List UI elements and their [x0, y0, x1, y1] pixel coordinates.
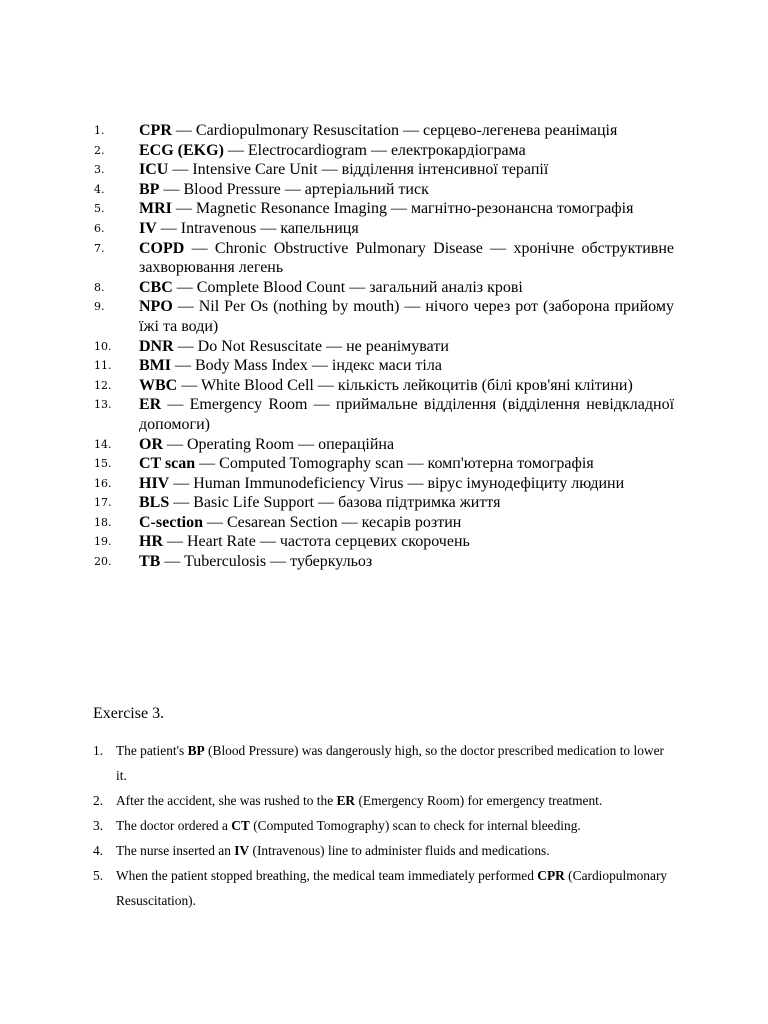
item-number: 18.: [94, 515, 112, 529]
separator: —: [184, 239, 215, 257]
term-english: Tuberculosis: [184, 553, 267, 571]
glossary-item: [0, 356, 768, 376]
separator: —: [345, 278, 370, 296]
term-abbreviation: OR: [139, 435, 163, 453]
separator: —: [177, 376, 201, 394]
separator: —: [156, 219, 181, 237]
exercise-list: [0, 738, 768, 913]
exercise-item: [0, 813, 768, 838]
item-number: 5.: [94, 202, 105, 216]
term-ukrainian: туберкульоз: [290, 553, 373, 571]
separator: —: [403, 455, 428, 473]
separator: —: [366, 141, 391, 159]
separator: —: [256, 219, 281, 237]
term-ukrainian: вірус імунодефіциту людини: [427, 474, 625, 492]
item-number: 14.: [94, 437, 112, 451]
separator: —: [195, 455, 220, 473]
term-abbreviation: HR: [139, 533, 163, 551]
item-number: 6.: [94, 221, 105, 235]
separator: —: [399, 298, 426, 316]
term-english: Do Not Resuscitate: [197, 337, 323, 355]
item-number: 16.: [94, 476, 112, 490]
glossary-item: [0, 552, 768, 572]
separator: —: [171, 122, 196, 139]
separator: —: [172, 298, 199, 316]
term-english: Heart Rate: [187, 533, 256, 551]
term-english: Cardiopulmonary Resuscitation: [195, 122, 399, 139]
sentence-start: When the patient stopped breathing, the medical team immediately performed: [116, 868, 538, 883]
sentence-start: The nurse inserted an: [116, 843, 235, 858]
term-ukrainian: операційна: [318, 435, 395, 453]
glossary-item: [0, 474, 768, 494]
separator: —: [169, 494, 194, 512]
term-abbreviation: WBC: [139, 376, 178, 394]
separator: —: [169, 474, 194, 492]
term-ukrainian: індекс маси тіла: [331, 357, 442, 375]
sentence-start: The patient's: [116, 743, 188, 758]
sentence-term: CT: [231, 818, 250, 833]
term-english: Magnetic Resonance Imaging: [195, 200, 387, 218]
term-english: Basic Life Support: [193, 494, 315, 512]
term-abbreviation: NPO: [139, 298, 173, 316]
glossary-item: [0, 454, 768, 474]
term-english: Body Mass Index: [195, 357, 308, 375]
term-ukrainian: кількість лейкоцитів (білі кров'яні клітини): [337, 376, 633, 394]
item-number: 4.: [93, 843, 104, 858]
term-english: Cesarean Section: [226, 513, 338, 531]
glossary-item: [0, 121, 768, 141]
term-abbreviation: ECG (EKG): [139, 141, 224, 159]
glossary-item: [0, 435, 768, 455]
separator: —: [159, 180, 184, 198]
term-english: Electrocardiogram: [247, 141, 367, 159]
term-english: Nil Per Os (nothing by mouth): [198, 298, 400, 316]
item-number: 12.: [94, 378, 112, 392]
separator: —: [322, 337, 347, 355]
item-number: 19.: [94, 535, 112, 549]
glossary-item: [0, 219, 768, 239]
exercise-heading: Exercise 3.: [93, 705, 165, 722]
term-ukrainian: комп'ютерна томографія: [427, 455, 594, 473]
term-abbreviation: C-section: [139, 513, 203, 531]
term-english: White Blood Cell: [200, 376, 314, 394]
glossary-item: [0, 199, 768, 219]
sentence-end: (Intravenous) line to administer fluids and medications.: [249, 843, 550, 858]
separator: —: [161, 396, 190, 414]
term-ukrainian: загальний аналіз крові: [369, 278, 523, 296]
term-abbreviation: MRI: [139, 200, 172, 218]
separator: —: [160, 553, 185, 571]
term-abbreviation: BP: [139, 180, 160, 198]
item-number: 8.: [94, 280, 105, 294]
item-number: 3.: [94, 163, 105, 177]
sentence-start: After the accident, she was rushed to the: [116, 793, 337, 808]
glossary-item: [0, 513, 768, 533]
separator: —: [317, 161, 342, 179]
term-english: Complete Blood Count: [196, 278, 346, 296]
term-abbreviation: ICU: [139, 161, 169, 179]
sentence-end: (Emergency Room) for emergency treatment.: [355, 793, 603, 808]
sentence-end: (Cardiopulmonary Resuscitation).: [116, 868, 668, 908]
separator: —: [314, 494, 339, 512]
term-ukrainian: нічого через рот (заборона прийому їжі та води): [139, 298, 674, 335]
glossary-list: [0, 121, 768, 572]
item-number: 2.: [93, 793, 104, 808]
item-number: 10.: [94, 339, 112, 353]
term-ukrainian: не реанімувати: [346, 337, 449, 355]
sentence-term: CPR: [537, 868, 565, 883]
term-english: Human Immunodeficiency Virus: [193, 474, 404, 492]
item-number: 5.: [93, 868, 104, 883]
sentence-term: ER: [336, 793, 356, 808]
term-ukrainian: магнітно-резонансна томографія: [410, 200, 634, 218]
separator: —: [294, 435, 319, 453]
separator: —: [280, 180, 305, 198]
term-abbreviation: HIV: [139, 474, 170, 492]
glossary-item: [0, 180, 768, 200]
sentence-end: (Blood Pressure) was dangerously high, so the doctor prescribed medication to lower it.: [116, 743, 664, 783]
glossary-item: [0, 532, 768, 552]
separator: —: [202, 513, 227, 531]
term-ukrainian: частота серцевих скорочень: [279, 533, 470, 551]
separator: —: [337, 513, 362, 531]
glossary-item: [0, 297, 768, 336]
exercise-item: [0, 738, 768, 788]
term-abbreviation: BMI: [139, 357, 171, 375]
term-english: Emergency Room: [189, 396, 308, 414]
exercise-item: [0, 863, 768, 913]
separator: —: [307, 396, 336, 414]
sentence-term: BP: [187, 743, 205, 758]
separator: —: [163, 435, 187, 453]
glossary-item: [0, 493, 768, 513]
exercise-item: [0, 838, 768, 863]
glossary-item: [0, 376, 768, 396]
glossary-item: [0, 160, 768, 180]
separator: —: [173, 337, 198, 355]
item-number: 9.: [94, 300, 105, 314]
item-number: 17.: [94, 496, 112, 510]
separator: —: [403, 474, 428, 492]
term-english: Blood Pressure: [183, 180, 281, 198]
term-ukrainian: базова підтримка життя: [338, 494, 501, 512]
term-english: Chronic Obstructive Pulmonary Disease: [214, 239, 483, 257]
item-number: 1.: [94, 124, 105, 137]
term-ukrainian: кесарів розтин: [361, 513, 462, 531]
item-number: 4.: [94, 182, 105, 196]
separator: —: [307, 357, 332, 375]
term-abbreviation: CT scan: [139, 455, 196, 473]
separator: —: [171, 357, 195, 375]
term-ukrainian: хронічне обструктивне захворювання легень: [139, 239, 675, 277]
term-ukrainian: серцево-легенева реанімація: [422, 122, 618, 139]
item-number: 13.: [94, 398, 112, 412]
term-ukrainian: артеріальний тиск: [304, 180, 429, 198]
term-abbreviation: COPD: [139, 239, 185, 257]
glossary-item: [0, 337, 768, 357]
term-ukrainian: відділення інтенсивної терапії: [341, 161, 549, 179]
separator: —: [172, 278, 197, 296]
item-number: 11.: [94, 359, 112, 373]
glossary-item: [0, 395, 768, 434]
separator: —: [255, 533, 280, 551]
term-ukrainian: капельниця: [280, 219, 359, 237]
term-abbreviation: CPR: [139, 122, 172, 139]
glossary-item: [0, 141, 768, 161]
term-abbreviation: CBC: [139, 278, 173, 296]
item-number: 3.: [93, 818, 104, 833]
sentence-end: (Computed Tomography) scan to check for internal bleeding.: [249, 818, 581, 833]
term-abbreviation: IV: [139, 219, 157, 237]
term-english: Intravenous: [180, 219, 257, 237]
separator: —: [398, 122, 423, 139]
term-english: Operating Room: [187, 435, 295, 453]
separator: —: [163, 533, 187, 551]
sentence-term: IV: [234, 843, 250, 858]
separator: —: [482, 239, 514, 257]
item-number: 7.: [94, 241, 105, 255]
glossary-item: [0, 278, 768, 298]
separator: —: [386, 200, 411, 218]
sentence-start: The doctor ordered a: [116, 818, 232, 833]
term-english: Intensive Care Unit: [192, 161, 318, 179]
exercise-item: [0, 788, 768, 813]
term-english: Computed Tomography scan: [219, 455, 404, 473]
separator: —: [266, 553, 291, 571]
separator: —: [168, 161, 193, 179]
term-ukrainian: електрокардіограма: [390, 141, 526, 159]
item-number: 2.: [94, 143, 105, 157]
glossary-item: [0, 239, 768, 278]
separator: —: [313, 376, 338, 394]
separator: —: [171, 200, 196, 218]
item-number: 20.: [94, 555, 112, 569]
term-ukrainian: приймальне відділення (відділення невідкладної допомоги): [139, 396, 675, 433]
item-number: 1.: [93, 743, 104, 758]
term-abbreviation: DNR: [139, 337, 174, 355]
term-abbreviation: TB: [139, 553, 161, 571]
item-number: 15.: [94, 457, 112, 471]
separator: —: [223, 141, 248, 159]
term-abbreviation: ER: [139, 396, 162, 414]
term-abbreviation: BLS: [139, 494, 170, 512]
